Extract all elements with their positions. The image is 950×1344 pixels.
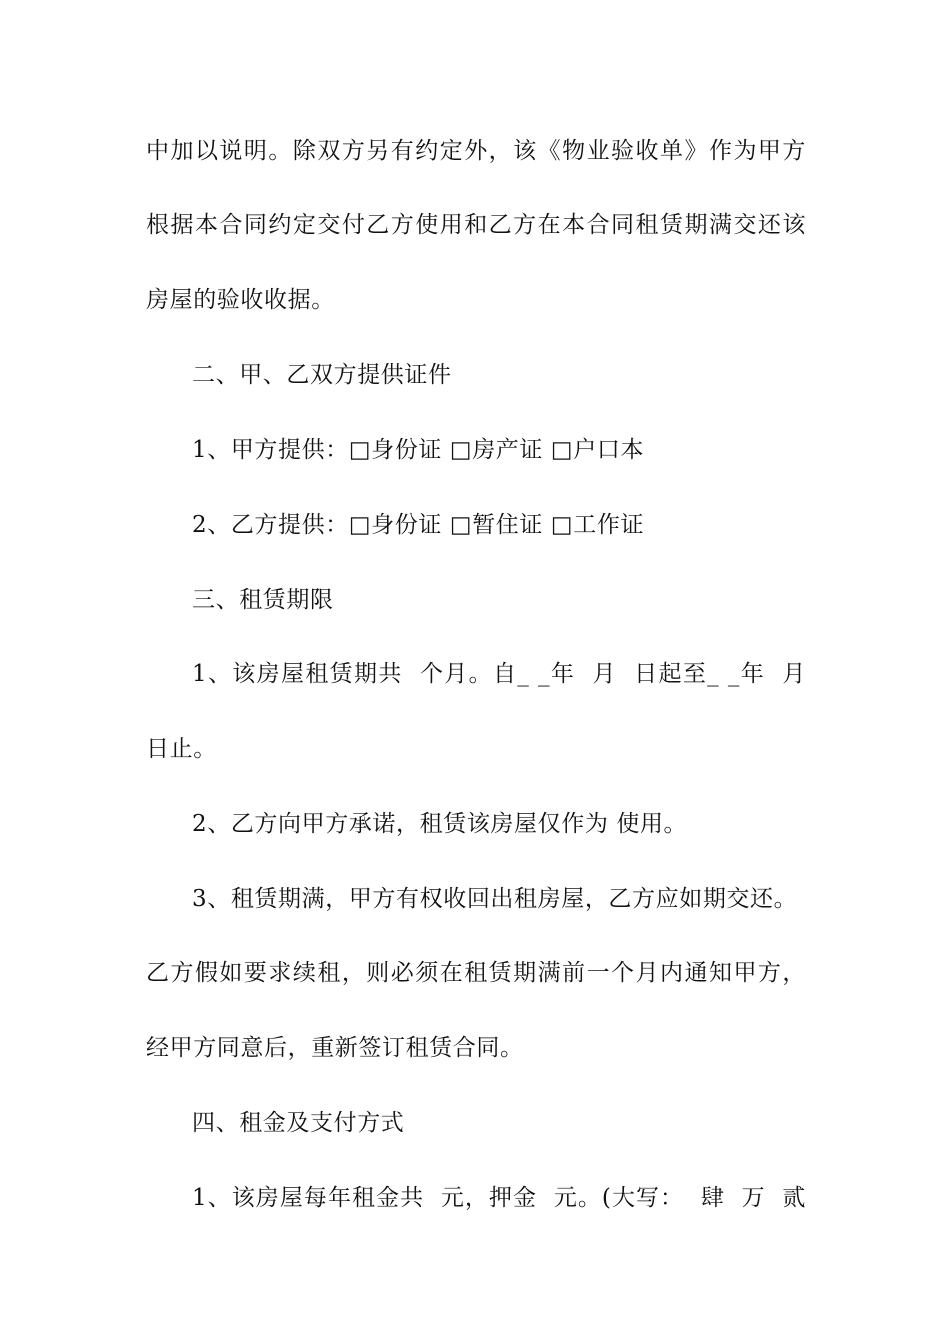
usage-commitment: 2、乙方向甲方承诺，租赁该房屋仅作为 使用。 (192, 811, 688, 837)
party-b-documents: 2、乙方提供：□身份证 □暂住证 □工作证 (192, 512, 645, 538)
paragraph-line-1: 中加以说明。除双方另有约定外，该《物业验收单》作为甲方 (146, 138, 806, 164)
lease-term-line-1: 1、该房屋租赁期共 个月。自_ _年 月 日起至_ _年 月 (192, 661, 806, 687)
lease-expiry-line-1: 3、租赁期满，甲方有权收回出租房屋，乙方应如期交还。 (192, 886, 798, 912)
section-heading-3: 三、租赁期限 (192, 587, 334, 613)
rent-amount-line: 1、该房屋每年租金共 元，押金 元。(大写： 肆 万 贰 (192, 1185, 806, 1211)
section-heading-2: 二、甲、乙双方提供证件 (192, 362, 452, 388)
paragraph-line-2: 根据本合同约定交付乙方使用和乙方在本合同租赁期满交还该 (146, 212, 806, 238)
paragraph-line-3: 房屋的验收收据。 (146, 287, 335, 313)
lease-expiry-line-3: 经甲方同意后，重新签订租赁合同。 (146, 1035, 524, 1061)
lease-term-line-2: 日止。 (146, 736, 217, 762)
party-a-documents: 1、甲方提供：□身份证 □房产证 □户口本 (192, 437, 645, 463)
lease-expiry-line-2: 乙方假如要求续租，则必须在租赁期满前一个月内通知甲方， (146, 960, 806, 986)
section-heading-4: 四、租金及支付方式 (192, 1110, 405, 1136)
